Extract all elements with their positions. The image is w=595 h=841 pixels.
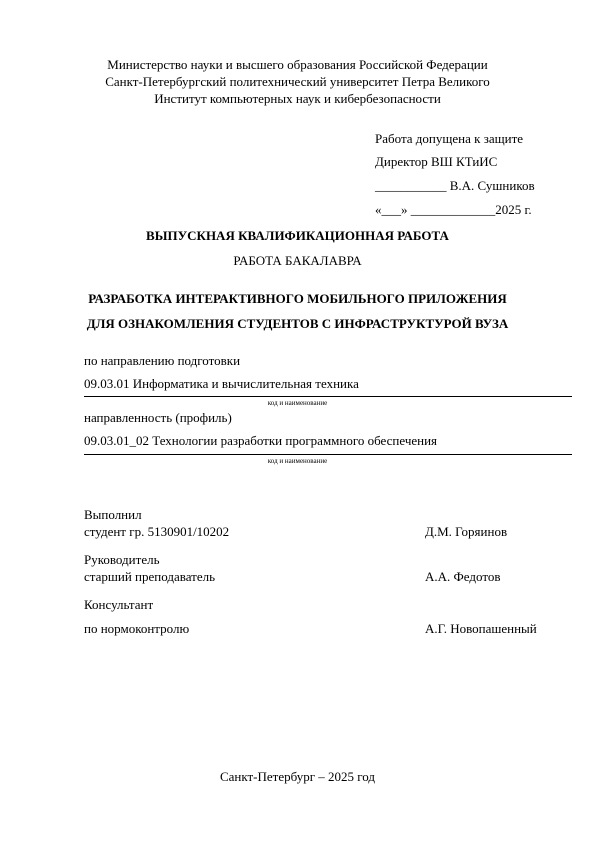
consultant-name: А.Г. Новопашенный <box>425 621 537 636</box>
profile-value: 09.03.01_02 Технологии разработки программного обеспечения <box>84 433 438 448</box>
approval-director: Директор ВШ КТиИС <box>375 154 498 169</box>
ministry-line: Министерство науки и высшего образования Российской Федерации <box>107 57 488 72</box>
author-role: Выполнил <box>84 507 142 522</box>
profile-caption: код и наименование <box>267 457 328 465</box>
consultant-position: по нормоконтролю <box>84 621 190 636</box>
work-subtype: РАБОТА БАКАЛАВРА <box>233 253 362 268</box>
approval-signature: ___________ В.А. Сушников <box>375 178 535 193</box>
university-line: Санкт-Петербургский политехнический университет Петра Великого <box>105 74 490 89</box>
supervisor-role: Руководитель <box>84 552 160 567</box>
direction-label: по направлению подготовки <box>84 353 241 368</box>
institute-line: Институт компьютерных наук и кибербезопасности <box>154 91 441 106</box>
theme-line-2: ДЛЯ ОЗНАКОМЛЕНИЯ СТУДЕНТОВ С ИНФРАСТРУКТУРОЙ ВУЗА <box>86 316 509 331</box>
consultant-role: Консультант <box>84 597 154 612</box>
supervisor-name: А.А. Федотов <box>425 569 501 584</box>
direction-underline <box>84 396 572 397</box>
work-type-title: ВЫПУСКНАЯ КВАЛИФИКАЦИОННАЯ РАБОТА <box>146 228 449 243</box>
theme-line-1: РАЗРАБОТКА ИНТЕРАКТИВНОГО МОБИЛЬНОГО ПРИЛОЖЕНИЯ <box>88 291 507 306</box>
author-position: студент гр. 5130901/10202 <box>84 524 230 539</box>
city-year: Санкт-Петербург – 2025 год <box>219 769 376 784</box>
direction-value: 09.03.01 Информатика и вычислительная техника <box>84 376 359 391</box>
profile-label: направленность (профиль) <box>84 410 232 425</box>
approval-admitted: Работа допущена к защите <box>375 131 524 146</box>
direction-caption: код и наименование <box>267 399 328 407</box>
author-name: Д.М. Горяинов <box>425 524 508 539</box>
approval-date: «___» _____________2025 г. <box>375 202 532 217</box>
supervisor-position: старший преподаватель <box>84 569 216 584</box>
profile-underline <box>84 454 572 455</box>
